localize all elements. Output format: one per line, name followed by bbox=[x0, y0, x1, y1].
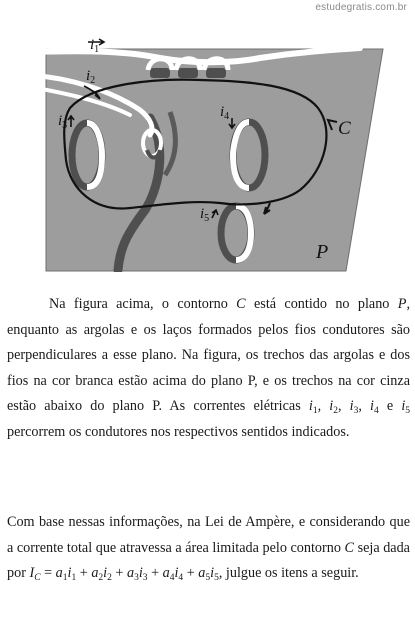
label-i1: $i_1$ bbox=[90, 37, 100, 55]
figure-svg bbox=[0, 0, 415, 272]
plane-p bbox=[46, 49, 383, 271]
label-i5: $i_5$ bbox=[200, 206, 210, 224]
label-i4: $i_4$ bbox=[220, 104, 230, 122]
label-i3: $i_3$ bbox=[58, 113, 68, 131]
site-watermark: estudegratis.com.br bbox=[315, 2, 407, 13]
physics-figure bbox=[0, 0, 415, 272]
paragraph-question: Com base nessas informações, na Lei de Ampère, e considerando que a corrente total que atravessa a área limitada pelo contorno C seja dada por $I_C = a_1i_1 + a_2i_2 + a_3i_3 + a_4i_4 + a_5i_5$, julgue os itens a seguir. bbox=[7, 514, 410, 584]
paragraph-description: Na figura acima, o contorno C está contido no plano P, enquanto as argolas e os laços formados pelos fios condutores são perpendiculares a esse plano. Na figura, os trechos das argolas e dos fios na cor branca estão acima do plano P, e os trechos na cor cinza estão abaixo do plano P. As correntes elétricas $i_1$, $i_2$, $i_3$, $i_4$ e $i_5$ percorrem os condutores nos respectivos sentidos indicados. bbox=[7, 296, 411, 440]
label-i2: $i_2$ bbox=[86, 68, 96, 86]
label-p: P bbox=[316, 241, 329, 263]
label-c: C bbox=[338, 118, 351, 139]
